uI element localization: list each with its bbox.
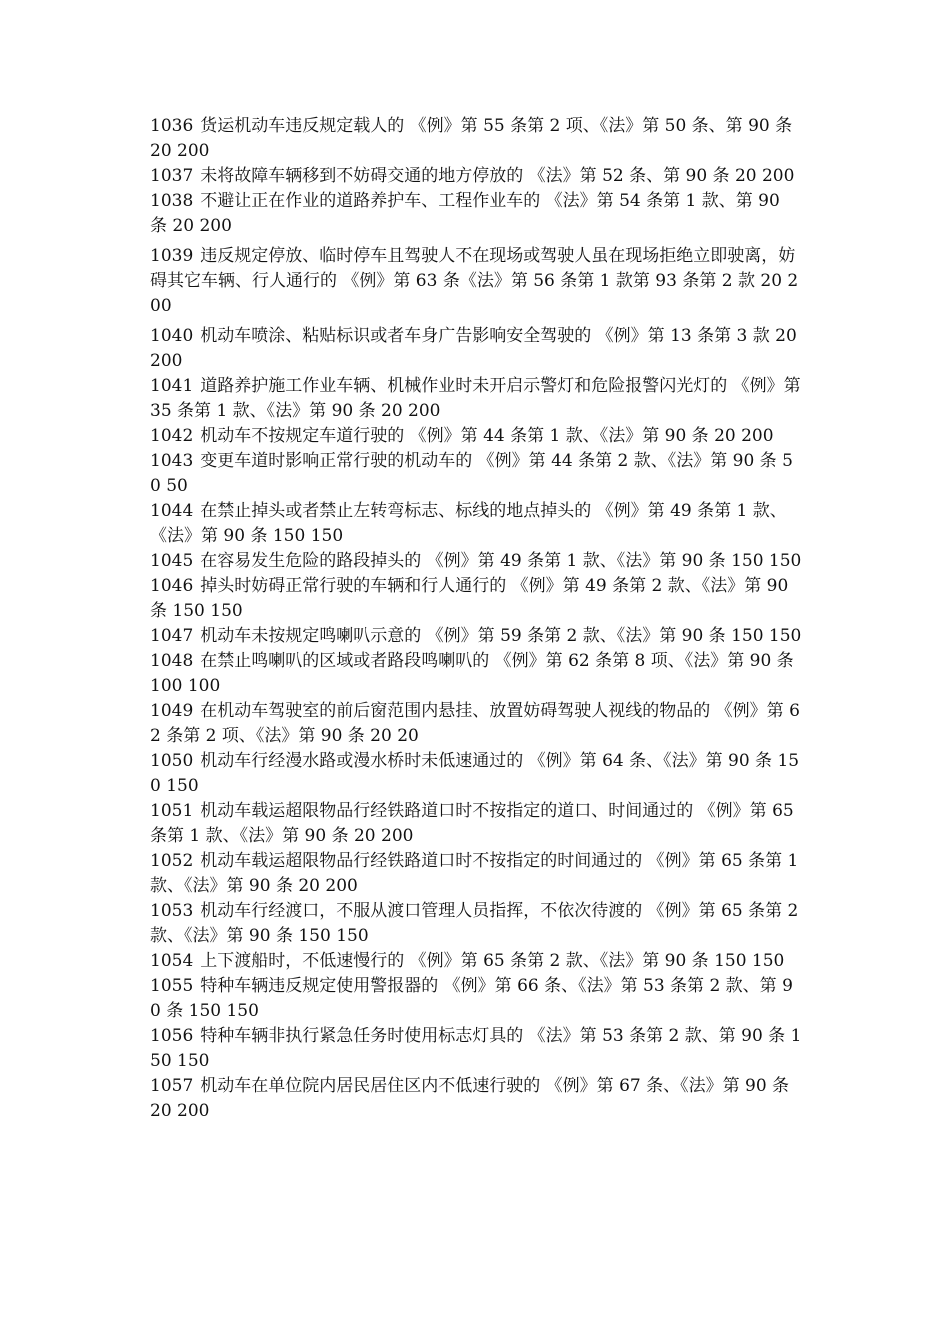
entry-code: 1048 [150,651,194,671]
list-item [150,1024,802,1074]
entry-code: 1054 [150,951,194,971]
entry-text: 机动车行经渡口，不服从渡口管理人员指挥，不依次待渡的 《例》第 65 条第 2 款、《法》第 90 条 150 150 [150,901,799,946]
entry-code: 1047 [150,626,194,646]
entry-text: 未将故障车辆移到不妨碍交通的地方停放的 《法》第 52 条、第 90 条 20 200 [200,166,795,186]
entry-code: 1056 [150,1026,194,1046]
entry-text: 道路养护施工作业车辆、机械作业时未开启示警灯和危险报警闪光灯的 《例》第 35 条第 1 款、《法》第 90 条 20 200 [150,376,801,421]
list-item [150,549,802,574]
list-item [150,189,802,239]
entry-code: 1042 [150,426,194,446]
entry-text: 机动车不按规定车道行驶的 《例》第 44 条第 1 款、《法》第 90 条 20 200 [200,426,774,446]
list-item [150,499,802,549]
entry-text: 机动车在单位院内居民居住区内不低速行驶的 《例》第 67 条、《法》第 90 条 20 200 [150,1076,790,1121]
entry-text: 在机动车驾驶室的前后窗范围内悬挂、放置妨碍驾驶人视线的物品的 《例》第 62 条第 2 项、《法》第 90 条 20 20 [150,701,800,746]
entry-code: 1052 [150,851,194,871]
list-item [150,649,802,699]
entry-code: 1045 [150,551,194,571]
list-item [150,749,802,799]
entry-text: 在禁止掉头或者禁止左转弯标志、标线的地点掉头的 《例》第 49 条第 1 款、《法》第 90 条 150 150 [150,501,787,546]
entry-text: 机动车未按规定鸣喇叭示意的 《例》第 59 条第 2 款、《法》第 90 条 150 150 [200,626,802,646]
entry-code: 1049 [150,701,194,721]
entry-code: 1037 [150,166,194,186]
entry-text: 不避让正在作业的道路养护车、工程作业车的 《法》第 54 条第 1 款、第 90 条 20 200 [150,191,780,236]
entry-code: 1040 [150,326,194,346]
entry-text: 机动车行经漫水路或漫水桥时未低速通过的 《例》第 64 条、《法》第 90 条 150 150 [150,751,800,796]
entry-text: 上下渡船时，不低速慢行的 《例》第 65 条第 2 款、《法》第 90 条 150 150 [200,951,785,971]
entry-code: 1051 [150,801,194,821]
entry-text: 特种车辆违反规定使用警报器的 《例》第 66 条、《法》第 53 条第 2 款、第 90 条 150 150 [150,976,793,1021]
list-item [150,974,802,1024]
entry-code: 1041 [150,376,194,396]
violation-list [150,114,802,1124]
list-item [150,1074,802,1124]
entry-code: 1050 [150,751,194,771]
entry-text: 特种车辆非执行紧急任务时使用标志灯具的 《法》第 53 条第 2 款、第 90 条 150 150 [150,1026,802,1071]
list-item [150,244,802,319]
entry-code: 1055 [150,976,194,996]
list-item [150,164,802,189]
entry-code: 1057 [150,1076,194,1096]
entry-code: 1038 [150,191,194,211]
list-item [150,949,802,974]
entry-text: 在禁止鸣喇叭的区域或者路段鸣喇叭的 《例》第 62 条第 8 项、《法》第 90 条 100 100 [150,651,794,696]
entry-text: 变更车道时影响正常行驶的机动车的 《例》第 44 条第 2 款、《法》第 90 条 50 50 [150,451,793,496]
entry-text: 在容易发生危险的路段掉头的 《例》第 49 条第 1 款、《法》第 90 条 150 150 [200,551,802,571]
entry-text: 掉头时妨碍正常行驶的车辆和行人通行的 《例》第 49 条第 2 款、《法》第 90 条 150 150 [150,576,789,621]
list-item [150,114,802,164]
list-item [150,699,802,749]
entry-code: 1053 [150,901,194,921]
list-item [150,374,802,424]
entry-text: 违反规定停放、临时停车且驾驶人不在现场或驾驶人虽在现场拒绝立即驶离，妨碍其它车辆、行人通行的 《例》第 63 条《法》第 56 条第 1 款第 93 条第 2 款 20 200 [150,246,799,316]
entry-text: 机动车载运超限物品行经铁路道口时不按指定的道口、时间通过的 《例》第 65 条第 1 款、《法》第 90 条 20 200 [150,801,794,846]
list-item [150,799,802,849]
entry-code: 1044 [150,501,194,521]
entry-code: 1036 [150,116,194,136]
list-item [150,574,802,624]
entry-text: 机动车载运超限物品行经铁路道口时不按指定的时间通过的 《例》第 65 条第 1 款、《法》第 90 条 20 200 [150,851,799,896]
list-item [150,849,802,899]
list-item [150,624,802,649]
entry-code: 1046 [150,576,194,596]
list-item [150,899,802,949]
list-item [150,324,802,374]
list-item [150,424,802,449]
list-item [150,449,802,499]
entry-code: 1043 [150,451,194,471]
entry-code: 1039 [150,246,194,266]
entry-text: 机动车喷涂、粘贴标识或者车身广告影响安全驾驶的 《例》第 13 条第 3 款 20 200 [150,326,797,371]
entry-text: 货运机动车违反规定载人的 《例》第 55 条第 2 项、《法》第 50 条、第 90 条 20 200 [150,116,793,161]
